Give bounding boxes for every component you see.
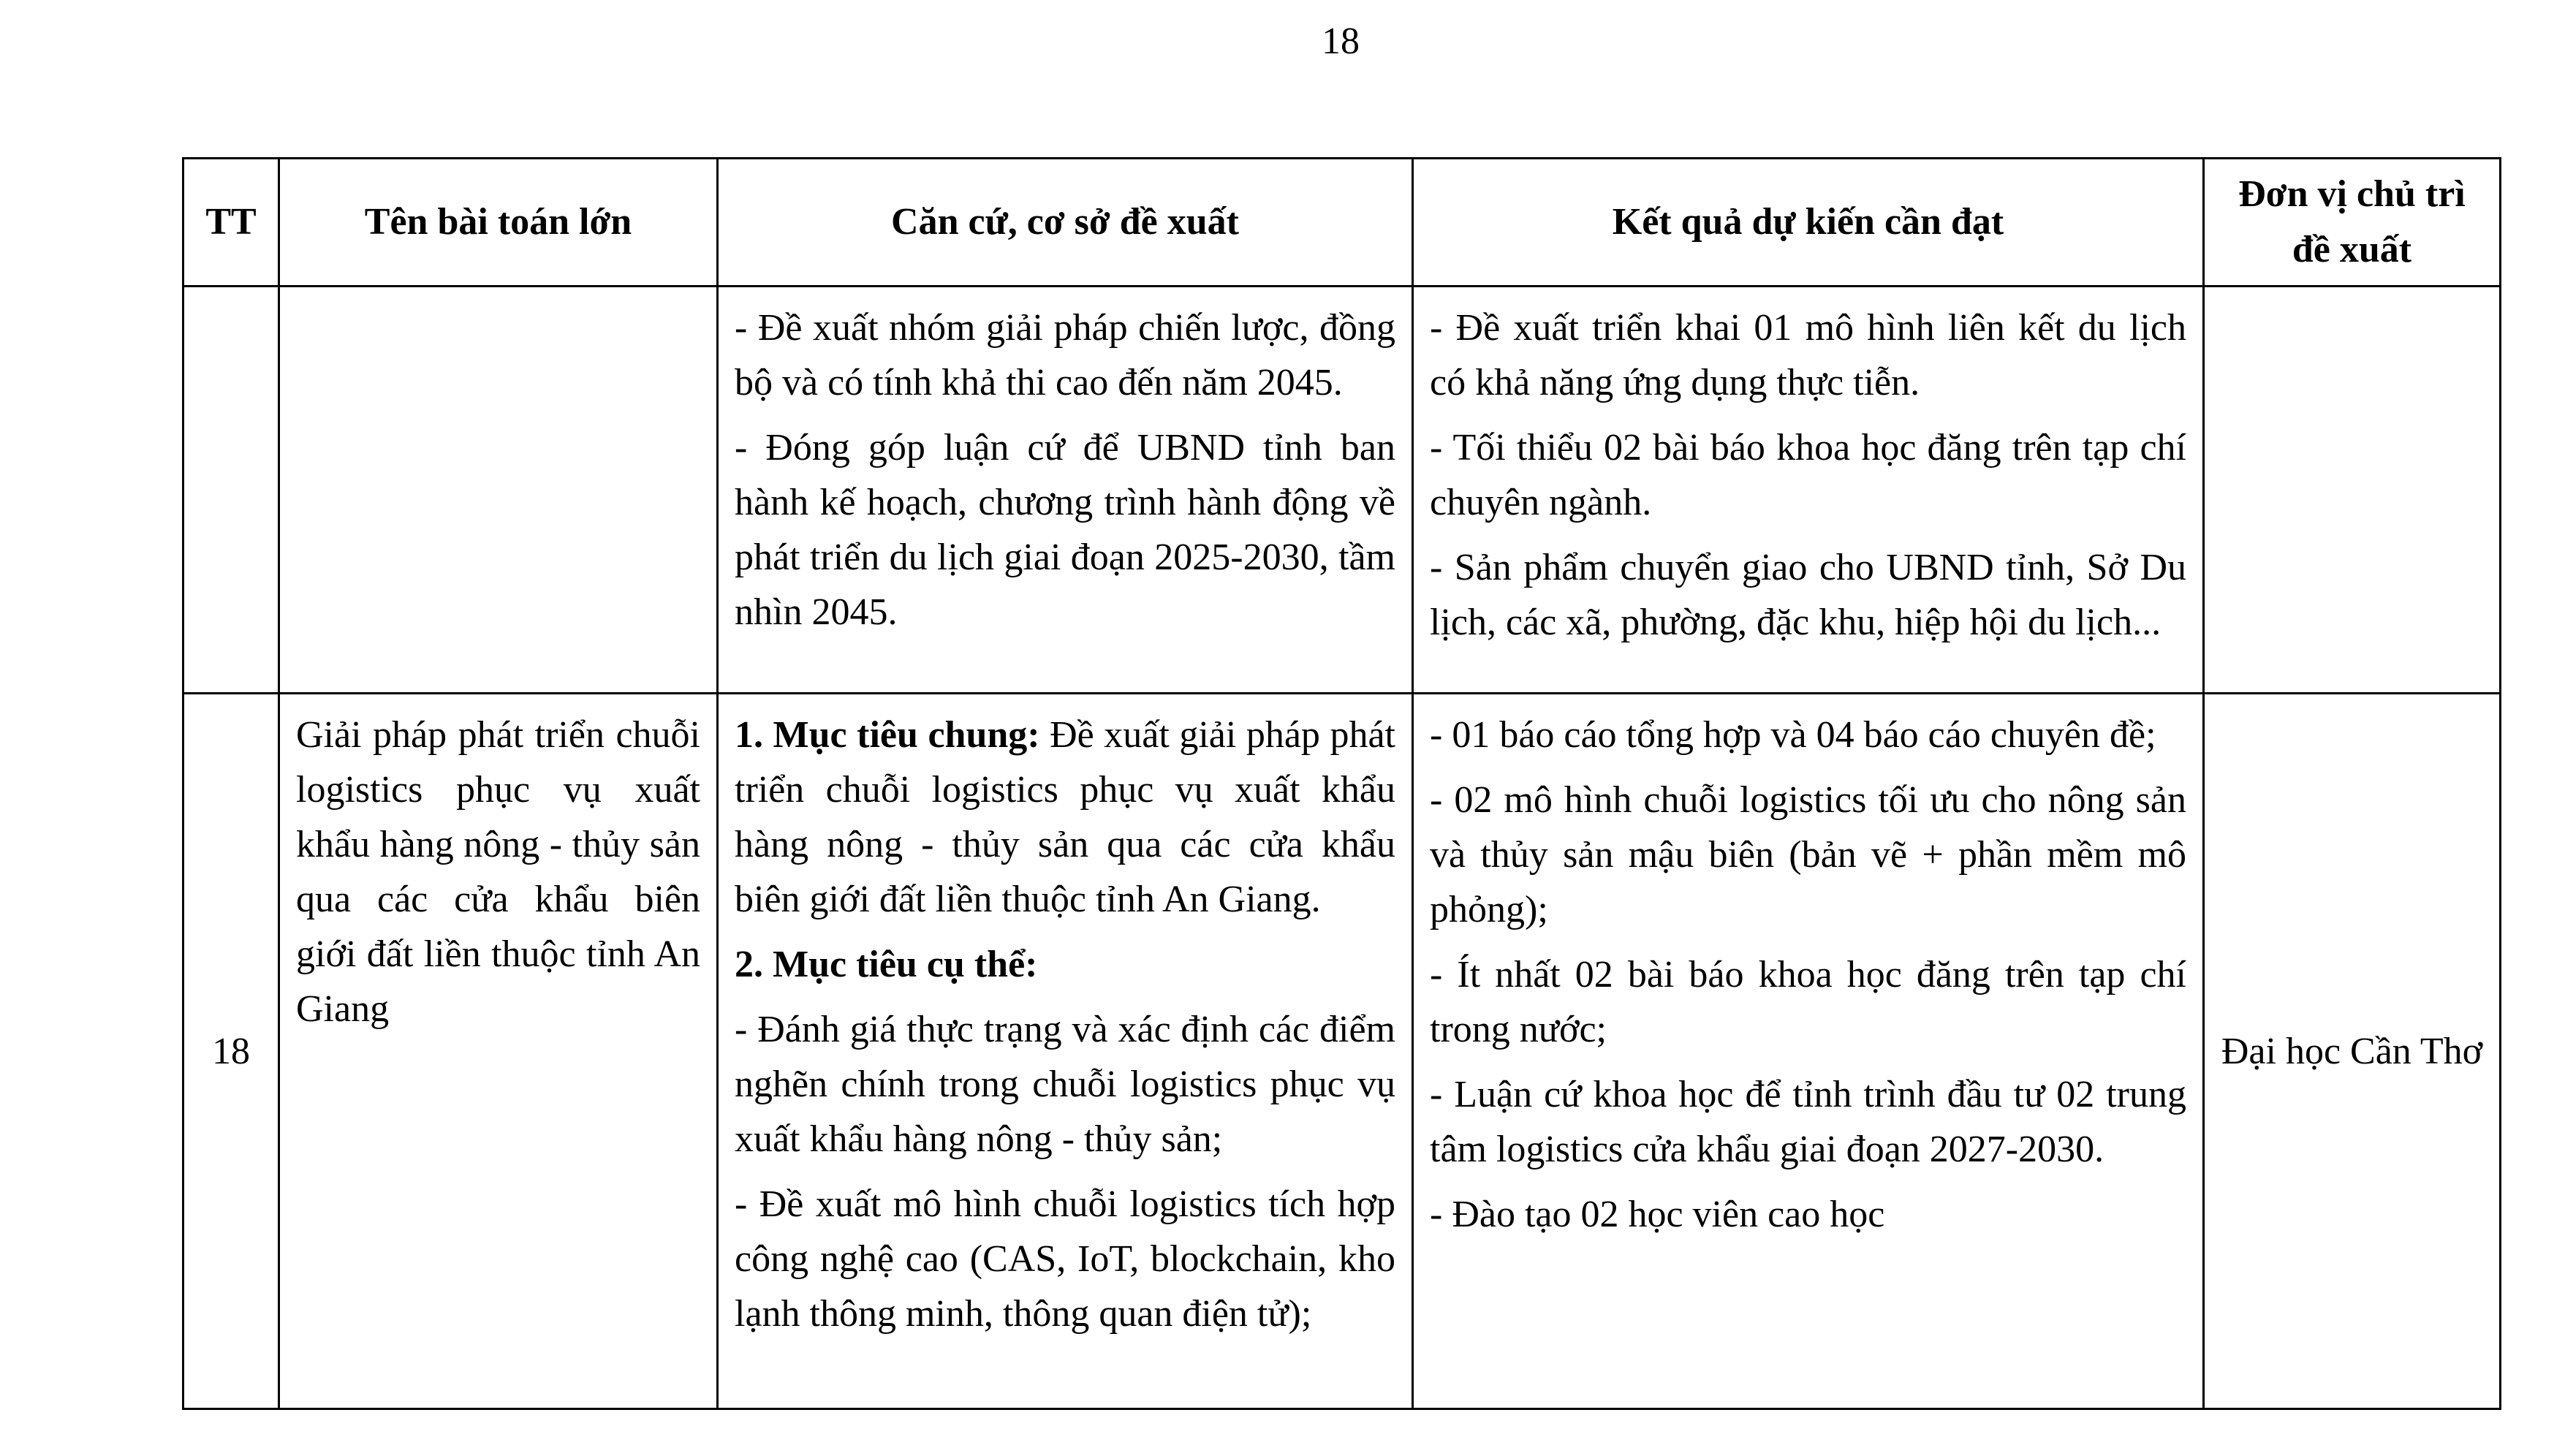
header-tt: TT xyxy=(183,159,279,287)
basis-text: - Đánh giá thực trạng và xác định các điểm nghẽn chính trong chuỗi logistics phục vụ xuất khẩu hàng nông - thủy sản; xyxy=(735,1009,1395,1160)
cell-result xyxy=(1413,287,2204,694)
result-item: - Đề xuất triển khai 01 mô hình liên kết du lịch có khả năng ứng dụng thực tiễn. xyxy=(1430,307,2186,403)
header-name: Tên bài toán lớn xyxy=(279,159,718,287)
proposal-table xyxy=(182,157,2501,1410)
result-item: - Luận cứ khoa học để tỉnh trình đầu tư 02 trung tâm logistics cửa khẩu giai đoạn 2027-2030. xyxy=(1430,1074,2186,1170)
header-basis: Căn cứ, cơ sở đề xuất xyxy=(718,159,1413,287)
basis-bold-label: 2. Mục tiêu cụ thể: xyxy=(735,944,1038,985)
cell-unit xyxy=(2204,287,2501,694)
header-unit: Đơn vị chủ trì đề xuất xyxy=(2204,159,2501,287)
basis-text: - Đề xuất mô hình chuỗi logistics tích hợp công nghệ cao (CAS, IoT, blockchain, kho lạnh thông minh, thông quan điện tử); xyxy=(735,1183,1395,1335)
basis-paragraph xyxy=(735,1177,1395,1341)
page-number: 18 xyxy=(1322,20,1360,62)
header-result: Kết quả dự kiến cần đạt xyxy=(1413,159,2204,287)
result-item: - Tối thiểu 02 bài báo khoa học đăng trên tạp chí chuyên ngành. xyxy=(1430,427,2186,523)
table-row xyxy=(183,694,2501,1409)
result-item: - Đào tạo 02 học viên cao học xyxy=(1430,1194,1885,1235)
result-item: - 01 báo cáo tổng hợp và 04 báo cáo chuyên đề; xyxy=(1430,714,2156,756)
basis-paragraph xyxy=(735,300,1395,410)
table-header-row xyxy=(183,159,2501,287)
basis-text: Đề xuất giải pháp phát triển chuỗi logistics phục vụ xuất khẩu hàng nông - thủy sản qua các cửa khẩu biên giới đất liền thuộc tỉnh An Giang. xyxy=(735,714,1395,920)
basis-paragraph xyxy=(735,937,1395,992)
cell-tt xyxy=(183,287,279,694)
basis-paragraph xyxy=(735,1002,1395,1167)
cell-basis xyxy=(718,694,1413,1409)
cell-name xyxy=(279,287,718,694)
cell-unit: Đại học Cần Thơ xyxy=(2204,694,2501,1409)
basis-text: - Đề xuất nhóm giải pháp chiến lược, đồng bộ và có tính khả thi cao đến năm 2045. xyxy=(735,307,1395,403)
result-item: - Ít nhất 02 bài báo khoa học đăng trên tạp chí trong nước; xyxy=(1430,954,2186,1050)
cell-name: Giải pháp phát triển chuỗi logistics phục vụ xuất khẩu hàng nông - thủy sản qua các cửa khẩu biên giới đất liền thuộc tỉnh An Giang xyxy=(279,694,718,1409)
cell-result xyxy=(1413,694,2204,1409)
table-row xyxy=(183,287,2501,694)
cell-basis xyxy=(718,287,1413,694)
basis-text: - Đóng góp luận cứ để UBND tỉnh ban hành kế hoạch, chương trình hành động về phát triển du lịch giai đoạn 2025-2030, tầm nhìn 2045. xyxy=(735,427,1395,633)
result-item: - Sản phẩm chuyển giao cho UBND tỉnh, Sở Du lịch, các xã, phường, đặc khu, hiệp hội du lịch... xyxy=(1430,547,2186,643)
basis-paragraph xyxy=(735,708,1395,927)
basis-bold-label: 1. Mục tiêu chung: xyxy=(735,714,1040,756)
cell-tt: 18 xyxy=(183,694,279,1409)
result-item: - 02 mô hình chuỗi logistics tối ưu cho nông sản và thủy sản mậu biên (bản vẽ + phần mềm mô phỏng); xyxy=(1430,779,2186,930)
basis-paragraph xyxy=(735,420,1395,640)
